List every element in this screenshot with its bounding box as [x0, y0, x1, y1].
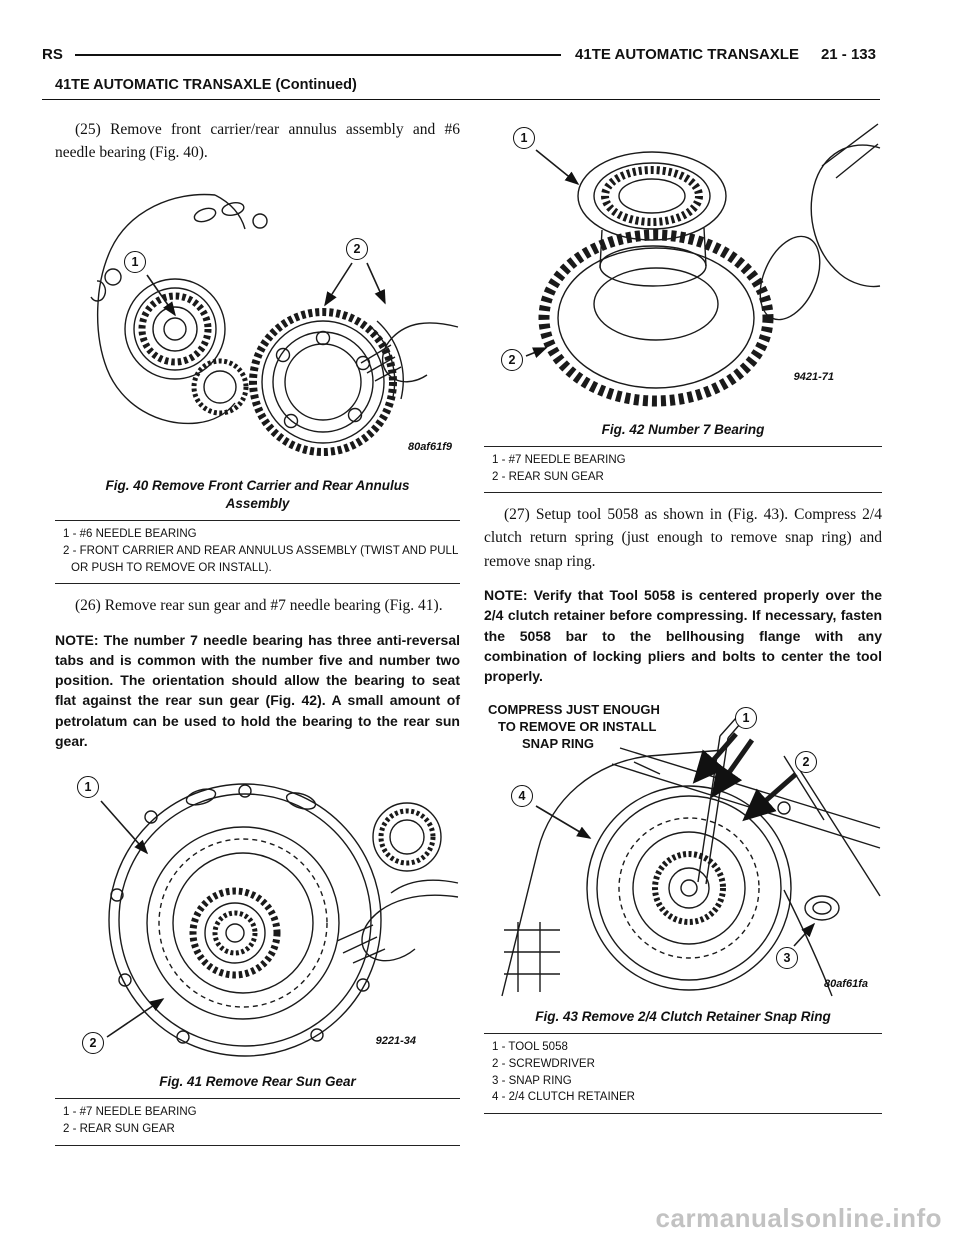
- overlay-line: COMPRESS JUST ENOUGH: [488, 702, 660, 718]
- running-header: [0, 0, 960, 63]
- figure-41-tag: 9221-34: [375, 1035, 416, 1048]
- overlay-line: TO REMOVE OR INSTALL: [498, 719, 657, 735]
- figure-41-art: [55, 765, 460, 1065]
- figure-43-caption: Fig. 43 Remove 2/4 Clutch Retainer Snap Ring: [535, 1009, 831, 1025]
- note-tool-centering: NOTE: Verify that Tool 5058 is centered properly over the 2/4 clutch retainer before compressing. If necessary, fasten the 5058 bar to the bellhousing flange with any combination of locking pliers and bolts to center the tool properly.: [484, 586, 882, 685]
- two-column-layout: [0, 100, 960, 1156]
- figure-43-callout-3: 3: [776, 947, 798, 969]
- figure-42-callout-1: 1: [513, 127, 535, 149]
- figure-43-tag: 80af61fa: [823, 978, 868, 991]
- figure-40: [55, 177, 460, 469]
- figure-41-callout-1: 1: [77, 776, 99, 798]
- legend-item: 2 - FRONT CARRIER AND REAR ANNULUS ASSEMBLY (TWIST AND PULL OR PUSH TO REMOVE OR INSTALL).: [63, 544, 458, 574]
- figure-40-tag: 80af61f9: [407, 440, 452, 453]
- left-column: [55, 108, 460, 1156]
- site-watermark: carmanualsonline.info: [655, 1203, 942, 1233]
- header-model-code: RS: [42, 46, 63, 63]
- figure-42-art: [484, 108, 882, 413]
- header-rule: [75, 54, 561, 56]
- figure-40-art: [55, 177, 460, 467]
- legend-item: 2 - SCREWDRIVER: [492, 1058, 595, 1071]
- figure-42-caption: Fig. 42 Number 7 Bearing: [601, 422, 765, 437]
- note-bearing-orientation: NOTE: The number 7 needle bearing has three anti-reversal tabs and is common with the number five and number two position. The orientation should allow the bearing to seat flat against the rear sun gear (Fig. 42). A small amount of petrolatum can be used to hold the bearing to the rear sun gear.: [55, 631, 460, 750]
- step-26-paragraph: (26) Remove rear sun gear and #7 needle bearing (Fig. 41).: [75, 597, 443, 615]
- figure-41-legend: [55, 1098, 460, 1145]
- figure-40-callout-1: 1: [124, 251, 146, 273]
- right-column: [484, 108, 882, 1156]
- figure-40-legend: [55, 520, 460, 584]
- figure-41-callout-2: 2: [82, 1032, 104, 1054]
- header-page-number: 21 - 133: [820, 46, 876, 63]
- legend-item: 1 - #7 NEEDLE BEARING: [492, 453, 626, 466]
- figure-42-tag: 9421-71: [793, 371, 834, 383]
- figure-43-callout-2: 2: [795, 751, 817, 773]
- figure-43-callout-1: 1: [735, 707, 757, 729]
- figure-43-instruction-text: [488, 702, 660, 753]
- legend-item: 4 - 2/4 CLUTCH RETAINER: [492, 1091, 635, 1104]
- figure-43-callout-4: 4: [511, 785, 533, 807]
- figure-42-callout-2: 2: [501, 349, 523, 371]
- figure-41: [55, 765, 460, 1065]
- continued-header: 41TE AUTOMATIC TRANSAXLE (Continued): [55, 77, 357, 93]
- step-25-paragraph: (25) Remove front carrier/rear annulus assembly and #6 needle bearing (Fig. 40).: [55, 121, 460, 162]
- legend-item: 1 - #6 NEEDLE BEARING: [63, 528, 197, 541]
- overlay-line: SNAP RING: [522, 736, 594, 752]
- figure-42-legend: [484, 446, 882, 493]
- legend-item: 3 - SNAP RING: [492, 1074, 572, 1087]
- legend-item: 2 - REAR SUN GEAR: [492, 470, 604, 483]
- step-27-paragraph: (27) Setup tool 5058 as shown in (Fig. 43). Compress 2/4 clutch return spring (just enough to remove snap ring) and remove snap ring.: [484, 506, 882, 570]
- header-section-title: 41TE AUTOMATIC TRANSAXLE: [575, 46, 799, 63]
- figure-42: [484, 108, 882, 413]
- legend-item: 2 - REAR SUN GEAR: [63, 1122, 175, 1135]
- figure-41-caption: Fig. 41 Remove Rear Sun Gear: [159, 1074, 356, 1090]
- figure-43-legend: [484, 1033, 882, 1114]
- figure-43: [484, 700, 882, 1000]
- figure-40-callout-2: 2: [346, 238, 368, 260]
- legend-item: 1 - #7 NEEDLE BEARING: [63, 1106, 197, 1119]
- figure-40-caption: Fig. 40 Remove Front Carrier and Rear Annulus Assembly: [105, 477, 410, 512]
- legend-item: 1 - TOOL 5058: [492, 1041, 568, 1054]
